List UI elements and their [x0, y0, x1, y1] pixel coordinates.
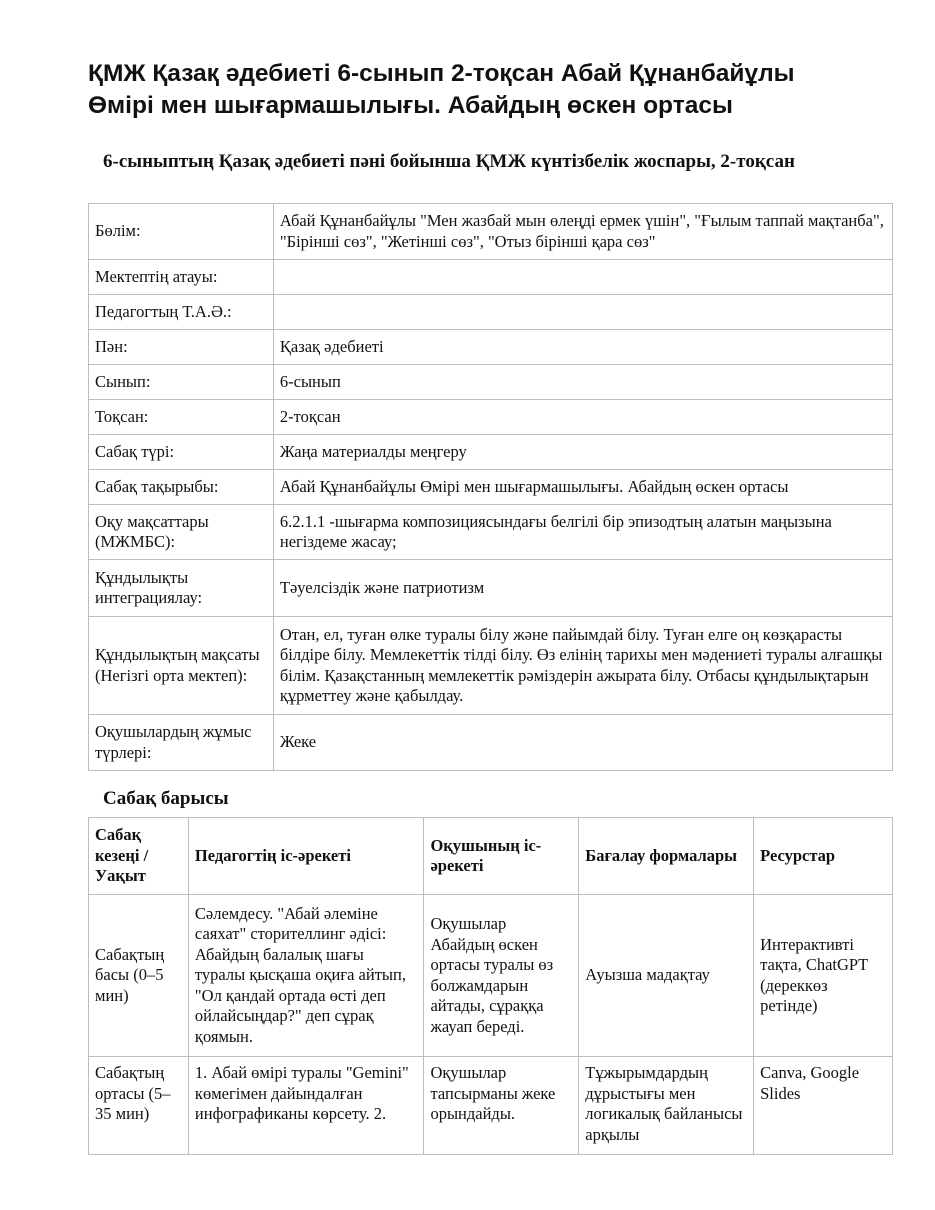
lesson-info-table	[88, 203, 893, 771]
flow-header-row	[89, 818, 893, 895]
flow-row-beginning	[89, 895, 893, 1057]
info-label: Құндылықтың мақсаты (Негізгі орта мектеп):	[89, 617, 274, 715]
info-value: Абай Құнанбайұлы Өмірі мен шығармашылығы. Абайдың өскен ортасы	[273, 470, 892, 505]
resources-cell: Интерактивті тақта, ChatGPT (дереккөз ретінде)	[754, 895, 893, 1057]
info-value: Тәуелсіздік және патриотизм	[273, 560, 892, 617]
info-row-grade	[89, 365, 893, 400]
info-value: Жеке	[273, 715, 892, 771]
plan-subtitle: 6-сыныптың Қазақ әдебиеті пәні бойынша ҚМЖ күнтізбелік жоспары, 2-тоқсан	[103, 151, 795, 172]
info-label: Педагогтың Т.А.Ә.:	[89, 295, 274, 330]
info-value: 6-сынып	[273, 365, 892, 400]
info-row-work-types	[89, 715, 893, 771]
info-row-subject	[89, 330, 893, 365]
info-value	[273, 260, 892, 295]
info-value: Абай Құнанбайұлы "Мен жазбай мын өлеңді ермек үшін", "Ғылым таппай мақтанба", "Бірінші сөз", "Жетінші сөз", "Отыз бірінші қара сөз"	[273, 204, 892, 260]
info-label: Оқушылардың жұмыс түрлері:	[89, 715, 274, 771]
document-title	[88, 58, 908, 122]
info-row-quarter	[89, 400, 893, 435]
info-row-lesson-topic	[89, 470, 893, 505]
info-row-learning-goals	[89, 505, 893, 560]
info-value: Отан, ел, туған өлке туралы білу және пайымдай білу. Туған елге оң көзқарасты білдіре білу. Мемлекеттік тілді білу. Өз елінің тарихы мен мәдениеті туралы алғашқы білім. Қазақстанның мемлекеттік рәміздерін ажырата білу. Отбасы құндылықтарын құрметтеу және қабылдау.	[273, 617, 892, 715]
stage-cell: Сабақтың басы (0–5 мин)	[89, 895, 189, 1057]
info-row-lesson-type	[89, 435, 893, 470]
lesson-flow-heading: Сабақ барысы	[103, 788, 229, 809]
info-value: 6.2.1.1 -шығарма композициясындағы белгілі бір эпизодтың алатын маңызына негіздеме жасау;	[273, 505, 892, 560]
info-label: Тоқсан:	[89, 400, 274, 435]
info-label: Мектептің атауы:	[89, 260, 274, 295]
info-label: Бөлім:	[89, 204, 274, 260]
flow-row-middle	[89, 1057, 893, 1155]
header-resources: Ресурстар	[754, 818, 893, 895]
header-student: Оқушының іс-әрекеті	[424, 818, 579, 895]
student-cell: Оқушылар тапсырманы жеке орындайды.	[424, 1057, 579, 1155]
title-line-1: ҚМЖ Қазақ әдебиеті 6-сынып 2-тоқсан Абай Құнанбайұлы	[88, 60, 795, 87]
info-row-value-integration	[89, 560, 893, 617]
student-cell: Оқушылар Абайдың өскен ортасы туралы өз болжамдарын айтады, сұраққа жауап береді.	[424, 895, 579, 1057]
header-teacher: Педагогтің іс-әрекеті	[188, 818, 424, 895]
info-value: Қазақ әдебиеті	[273, 330, 892, 365]
info-label: Құндылықты интеграциялау:	[89, 560, 274, 617]
teacher-cell: 1. Абай өмірі туралы "Gemini" көмегімен дайындалған инфографиканы көрсету. 2.	[188, 1057, 424, 1155]
stage-cell: Сабақтың ортасы (5–35 мин)	[89, 1057, 189, 1155]
resources-cell: Canva, Google Slides	[754, 1057, 893, 1155]
assessment-cell: Тұжырымдардың дұрыстығы мен логикалық байланысы арқылы	[579, 1057, 754, 1155]
info-row-school	[89, 260, 893, 295]
title-line-2: Өмірі мен шығармашылығы. Абайдың өскен ортасы	[88, 92, 733, 119]
teacher-cell: Сәлемдесу. "Абай әлеміне саяхат" сторителлинг әдісі: Абайдың балалық шағы туралы қысқаша оқиға айтып, "Ол қандай ортада өсті деп ойлайсыңдар?" деп сұрақ қоямын.	[188, 895, 424, 1057]
info-label: Сабақ тақырыбы:	[89, 470, 274, 505]
info-label: Пән:	[89, 330, 274, 365]
assessment-cell: Ауызша мадақтау	[579, 895, 754, 1057]
info-value: 2-тоқсан	[273, 400, 892, 435]
info-value	[273, 295, 892, 330]
info-row-section	[89, 204, 893, 260]
info-row-teacher	[89, 295, 893, 330]
info-row-value-goal	[89, 617, 893, 715]
info-value: Жаңа материалды меңгеру	[273, 435, 892, 470]
lesson-flow-table	[88, 817, 893, 1155]
header-stage: Сабақ кезеңі / Уақыт	[89, 818, 189, 895]
info-label: Сабақ түрі:	[89, 435, 274, 470]
info-label: Оқу мақсаттары (МЖМБС):	[89, 505, 274, 560]
header-assessment: Бағалау формалары	[579, 818, 754, 895]
info-label: Сынып:	[89, 365, 274, 400]
